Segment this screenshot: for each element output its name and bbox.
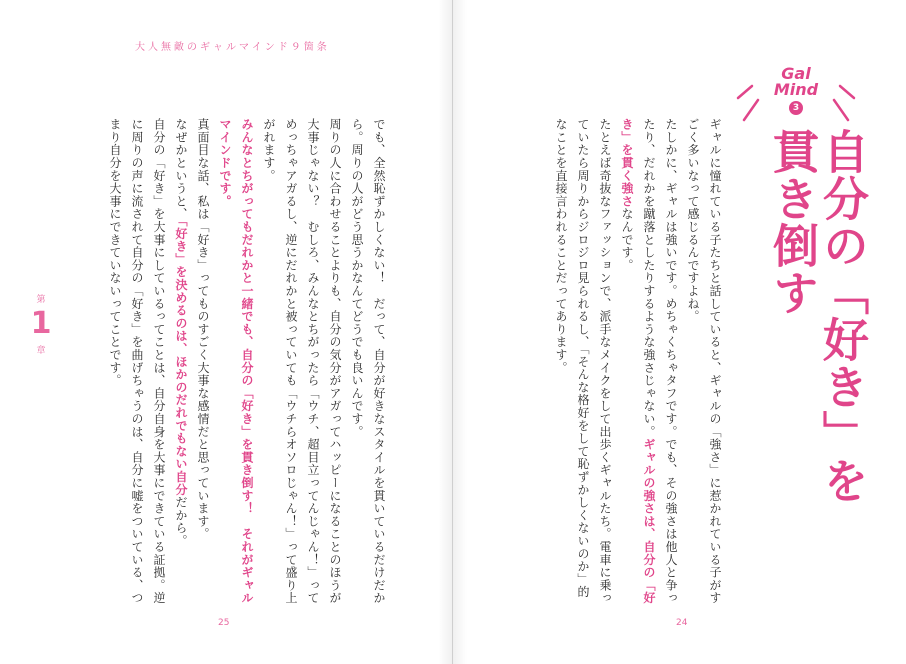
body-text: 自分の「好き」を大事にしているってことは、自分自身を大事にできている証拠。逆に周りの声に流されて自分の「好き」を曲げちゃうのは、自分に嘘をついている、つまり自分を大事にできていないってことです。 bbox=[108, 118, 166, 605]
body-text: 周りの人に合わせることよりも、自分の気分がアガってハッピーになることのほうが大事じゃない？ むしろ、みんなとちがったら「ウチ、超目立ってんじゃん！」ってめっちゃアガるし、逆にだれかと被っていても「ウチらオソロじゃん！」って盛り上がれます。 bbox=[262, 118, 342, 605]
section-title bbox=[768, 128, 868, 504]
right-body-text bbox=[514, 118, 726, 610]
badge-line-1: Gal bbox=[781, 64, 811, 83]
left-paragraph bbox=[170, 118, 192, 610]
gutter-shadow-right bbox=[453, 0, 467, 664]
highlight-text: みんなとちがってもだれかと一緒でも、自分の「好き」を貫き倒す！ それがギャルマインドです。 bbox=[218, 118, 254, 605]
title-line-2: 貫き倒す bbox=[766, 128, 820, 316]
title-line-1: 自分の「好き」を bbox=[816, 128, 870, 504]
left-body-text bbox=[92, 118, 390, 610]
body-text: なぜかというと、 bbox=[174, 118, 188, 221]
chapter-number: 1 bbox=[30, 306, 52, 341]
chapter-mark bbox=[26, 292, 56, 356]
left-paragraph bbox=[346, 118, 390, 610]
body-text: 真面目な話、私は「好き」ってものすごく大事な感情だと思っています。 bbox=[196, 118, 210, 541]
gutter-shadow-left bbox=[438, 0, 452, 664]
left-paragraph bbox=[192, 118, 214, 610]
body-text: たしかに、ギャルは強いです。めちゃくちゃタフです。でも、その強さは他人と争ったり、だれかを蹴落としたりするような強さじゃない。 bbox=[642, 118, 678, 605]
chapter-suffix: 章 bbox=[36, 346, 46, 356]
highlight-text: ギャルの強さは、自分の「好き」を貫く強さ bbox=[620, 118, 656, 605]
page-number-left: 25 bbox=[218, 618, 230, 628]
badge-number: 3 bbox=[789, 101, 803, 115]
page-number-right: 24 bbox=[676, 618, 688, 628]
body-text: ギャルに憧れている子たちと話していると、ギャルの「強さ」に惹かれている子がすごく多いなって感じるんですよね。 bbox=[686, 118, 722, 605]
body-text: なんです。 bbox=[620, 207, 634, 272]
left-paragraph bbox=[214, 118, 258, 610]
chapter-prefix: 第 bbox=[36, 295, 46, 305]
right-paragraph bbox=[616, 118, 682, 610]
running-header: 大人無敵のギャルマインド９箇条 bbox=[135, 42, 330, 53]
right-paragraph bbox=[682, 118, 726, 610]
left-paragraph bbox=[104, 118, 170, 610]
body-text: たとえば奇抜なファッションで、派手なメイクをして出歩くギャルたち。電車に乗っていたら周りからジロジロ見られるし、「そんな格好をして恥ずかしくないのか」的なことを直接言われることだってあります。 bbox=[554, 118, 612, 605]
badge-line-2: Mind bbox=[773, 80, 819, 99]
highlight-text: 「好き」を決めるのは、ほかのだれでもない自分 bbox=[174, 220, 188, 497]
body-text: でも、全然恥ずかしくない！ だって、自分が好きなスタイルを貫いているだけだから。周りの人がどう思うかなんてどうでも良いんです。 bbox=[350, 118, 386, 605]
book-gutter bbox=[452, 0, 453, 664]
left-paragraph bbox=[258, 118, 346, 610]
right-paragraph bbox=[550, 118, 616, 610]
body-text: だから。 bbox=[174, 496, 188, 548]
gal-mind-badge bbox=[756, 66, 836, 126]
